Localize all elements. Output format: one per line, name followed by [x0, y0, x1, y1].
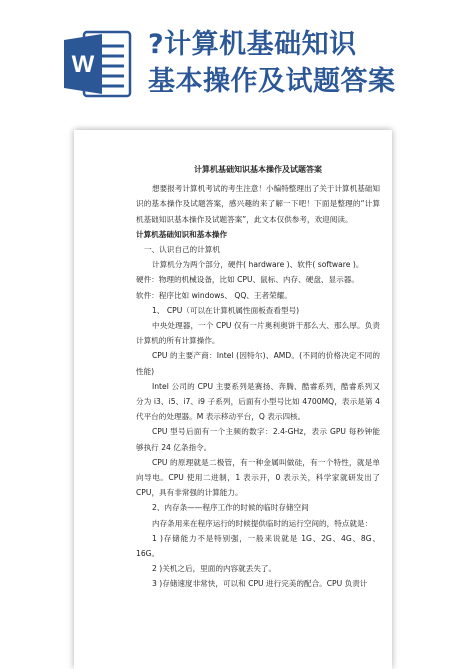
list-item-heading: 1、 CPU（可以在计算机属性面板查看型号): [152, 305, 300, 315]
paragraph: 内存条用来在程序运行的时候提供临时的运行空间的，特点就是：: [152, 518, 373, 528]
list-item: 3 )存储速度非常快，可以和 CPU 进行完美的配合。CPU 负责计: [152, 579, 368, 589]
svg-text:W: W: [71, 51, 95, 78]
paragraph: CPU 的主要产商：Intel (因特尔)、AMD。(不同的价格决定不同的性能): [136, 351, 380, 376]
document-title: 计算机基础知识基本操作及试题答案: [194, 165, 322, 174]
list-item: 1 )存储能力不是特别强，一般来说就是 1G、2G、4G、8G、16G。: [136, 533, 380, 559]
document-banner: [0, 0, 474, 118]
list-item: 2 )关机之后，里面的内容就丢失了。: [152, 564, 277, 574]
paragraph: 软件：程序比如 windows、 QQ、王者荣耀。: [136, 290, 292, 300]
list-item-heading: 2、内存条——程序工作的时候的临时存储空间: [152, 503, 309, 513]
paragraph: 硬件：物理的机械设备，比如 CPU、鼠标、内存、硬盘、显示器。: [136, 275, 359, 285]
paragraph: 中央处理器，一个 CPU 仅有一片奥利奥饼干那么大、那么厚。负责计算机的所有计算操作。: [136, 321, 380, 346]
paragraph: Intel 公司的 CPU 主要系列是赛扬、奔腾、酷睿系列，酷睿系列又分为 i3、i5、i7、i9 子系列，后面有小型号比如 4700MQ，表示是第 4 代平台的处理器。M 表示移动平台，Q 表示四核。: [136, 381, 380, 422]
paragraph: 计算机分为两个部分，硬件( hardware )、软件( software )。: [152, 260, 364, 270]
paragraph: CPU 的原理就是二极管，有一种金属叫做硅，有一个特性，就是单向导电。CPU 使用二进制，1 表示开，0 表示关，科学家就研发出了 CPU，具有非常强的计算能力。: [136, 457, 380, 498]
word-doc-icon: [62, 28, 134, 100]
banner-title-line1: ?计算机基础知识: [148, 29, 357, 60]
subsection-heading: 一、认识自己的计算机: [144, 245, 220, 255]
section-heading: 计算机基础知识和基本操作: [136, 229, 228, 239]
banner-title-line2: 基本操作及试题答案: [148, 66, 396, 97]
document-body: [136, 162, 380, 592]
banner-title: [148, 26, 396, 100]
paragraph: CPU 型号后面有一个主频的数字：2.4-GHz，表示 GPU 每秒钟能够执行 24 亿条指令。: [136, 427, 380, 452]
paragraph-intro: 想要报考计算机考试的考生注意！小编特整理出了关于计算机基础知识的基本操作及试题答案，感兴趣的来了解一下吧！下面是整理的“计算机基础知识基本操作及试题答案”，此文本仅供参考，欢迎阅读。: [136, 184, 380, 224]
